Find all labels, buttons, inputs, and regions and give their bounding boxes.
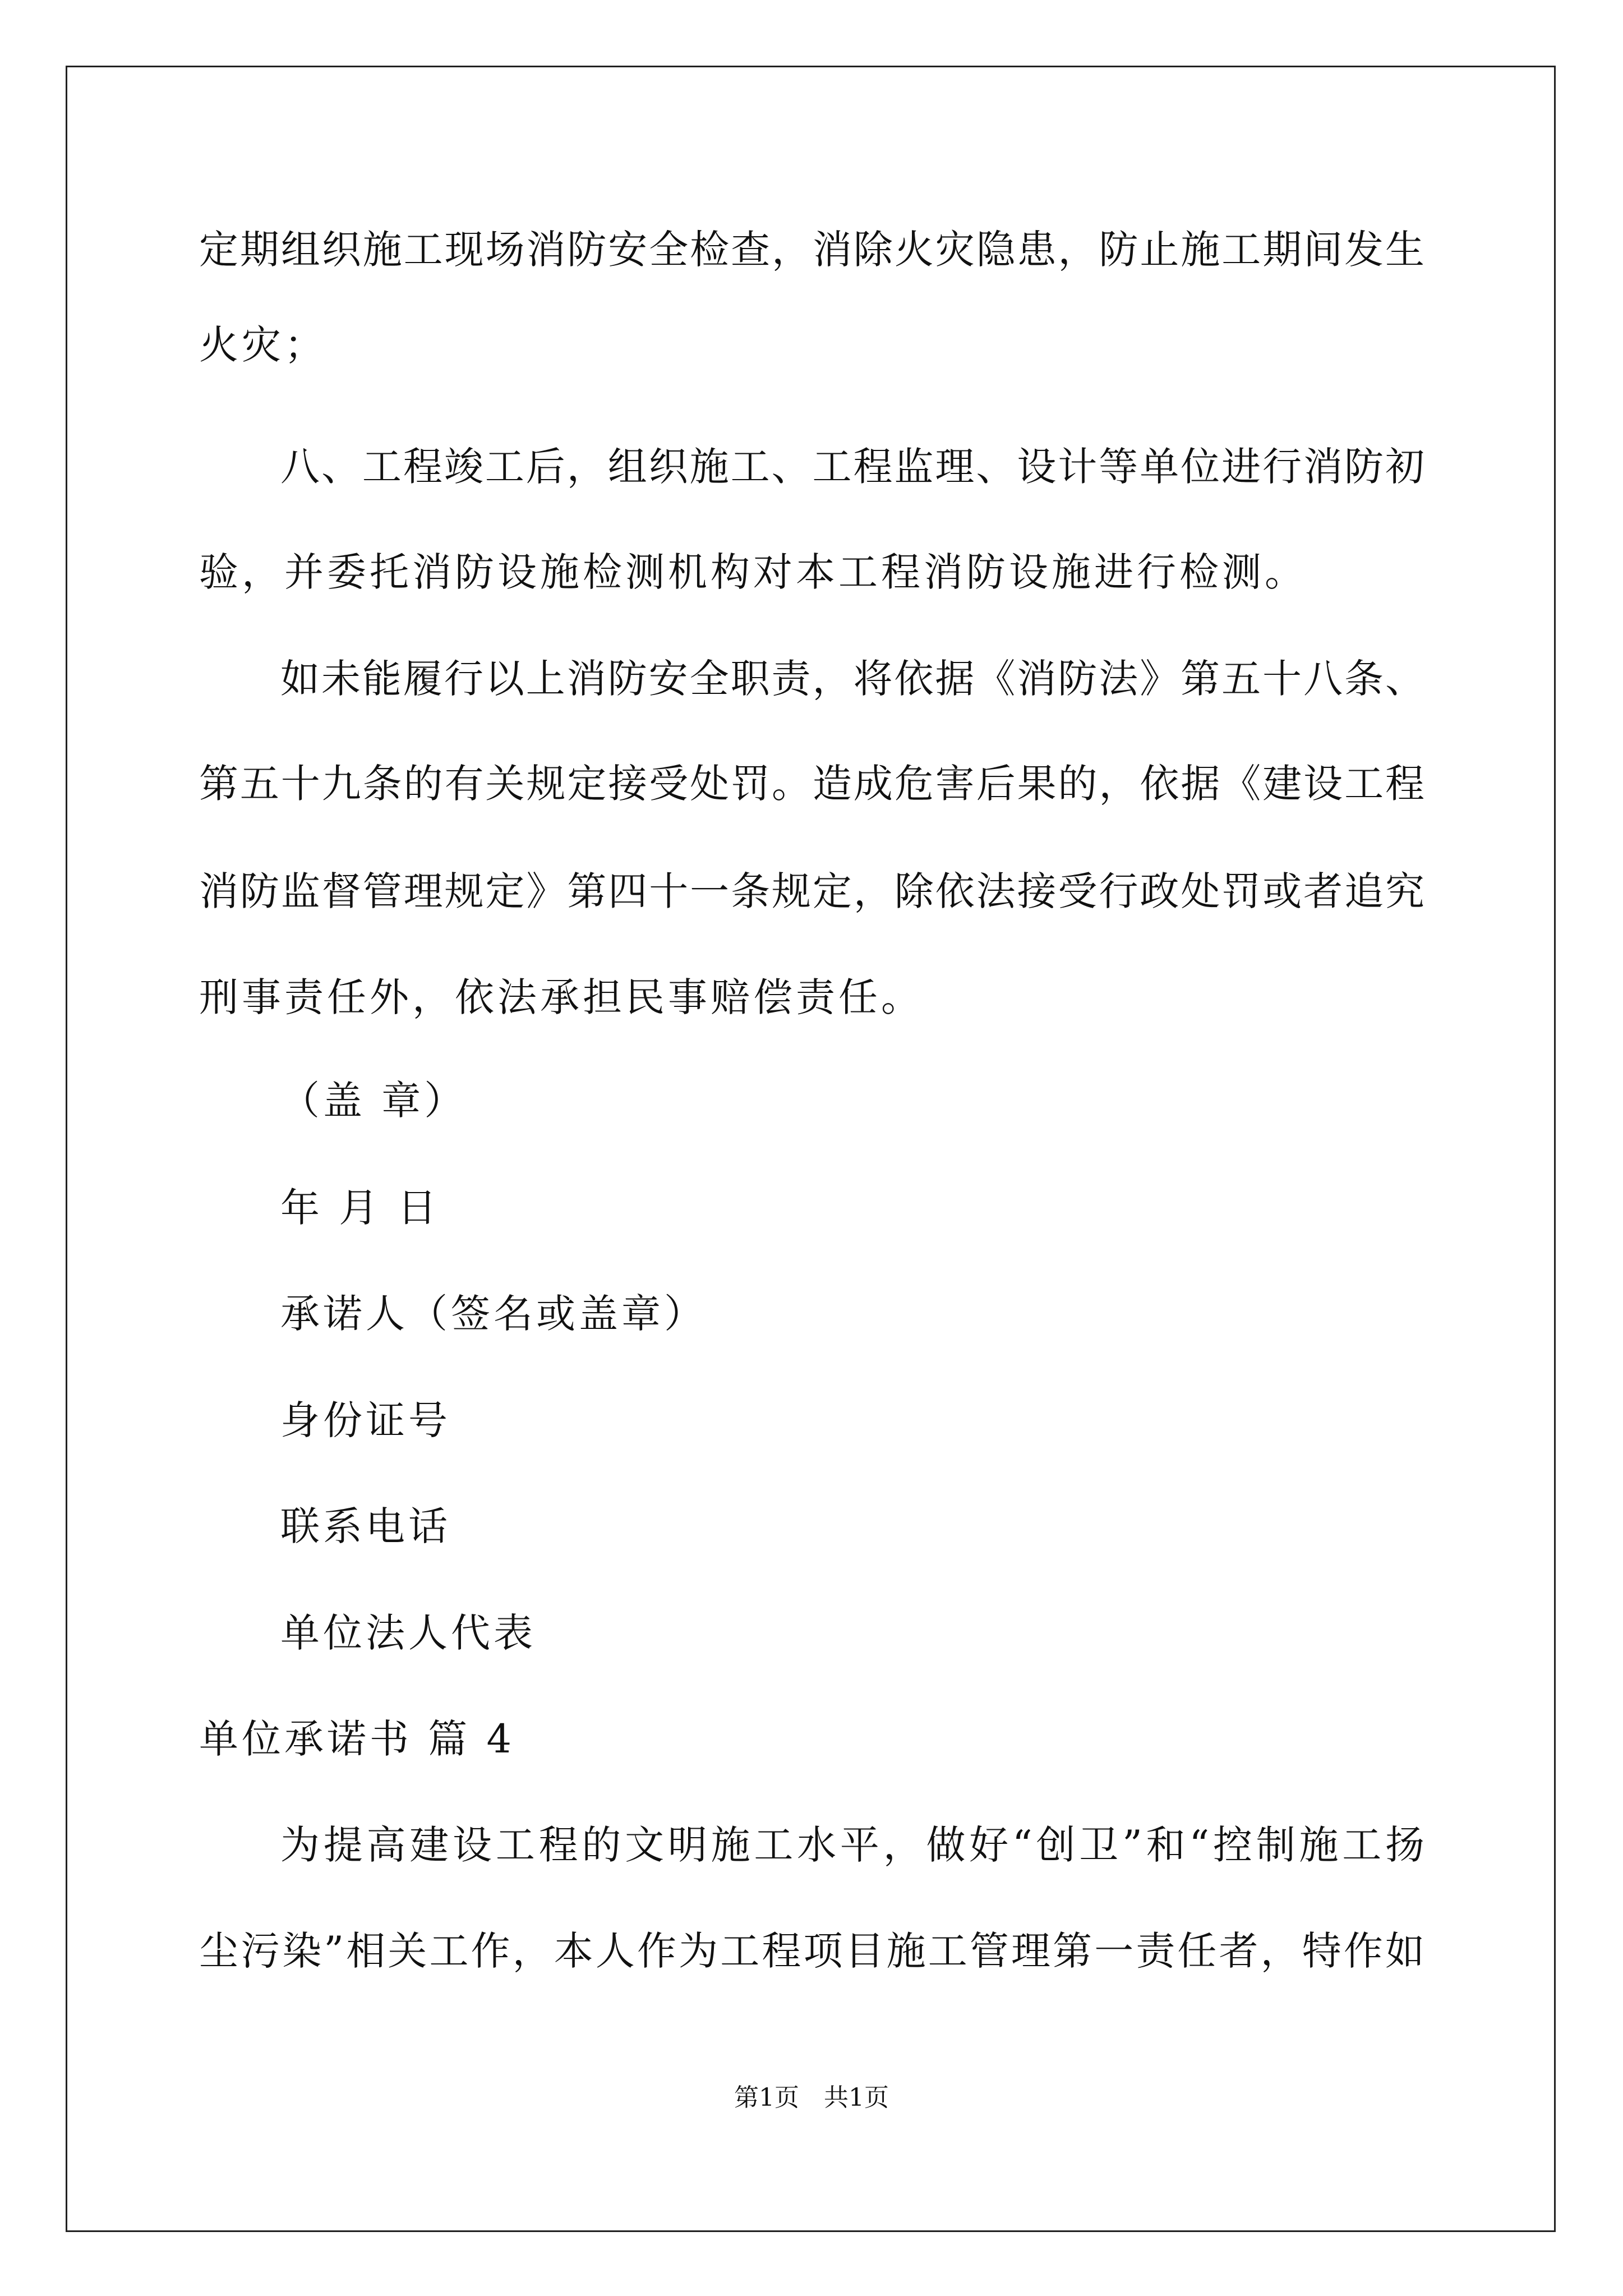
paragraph-line: 如未能履行以上消防安全职责，将依据《消防法》第五十八条、 <box>280 656 1424 702</box>
legal-representative-label: 单位法人代表 <box>280 1610 536 1656</box>
paragraph-line: 火灾； <box>199 322 327 368</box>
page-footer: 第1页 共1页 <box>734 2083 889 2112</box>
paragraph-line: 刑事责任外，依法承担民事赔偿责任。 <box>199 974 924 1020</box>
paragraph-line: 消防监督管理规定》第四十一条规定，除依法接受行政处罚或者追究 <box>199 868 1424 914</box>
promisor-signature-label: 承诺人（签名或盖章） <box>280 1291 707 1337</box>
phone-label: 联系电话 <box>280 1503 451 1549</box>
page-border <box>66 66 1556 2232</box>
paragraph-line: 尘污染”相关工作，本人作为工程项目施工管理第一责任者，特作如 <box>199 1928 1424 1974</box>
id-number-label: 身份证号 <box>280 1397 451 1443</box>
section-heading: 单位承诺书 篇 4 <box>199 1716 515 1762</box>
paragraph-line: 验，并委托消防设施检测机构对本工程消防设施进行检测。 <box>199 549 1307 595</box>
paragraph-line: 定期组织施工现场消防安全检查，消除火灾隐患，防止施工期间发生 <box>199 227 1424 273</box>
seal-label: （盖 章） <box>280 1078 467 1124</box>
paragraph-line: 为提高建设工程的文明施工水平，做好“创卫”和“控制施工扬 <box>280 1822 1424 1868</box>
paragraph-line: 八、工程竣工后，组织施工、工程监理、设计等单位进行消防初 <box>280 444 1424 490</box>
date-label: 年 月 日 <box>280 1185 440 1231</box>
paragraph-line: 第五十九条的有关规定接受处罚。造成危害后果的，依据《建设工程 <box>199 761 1424 807</box>
